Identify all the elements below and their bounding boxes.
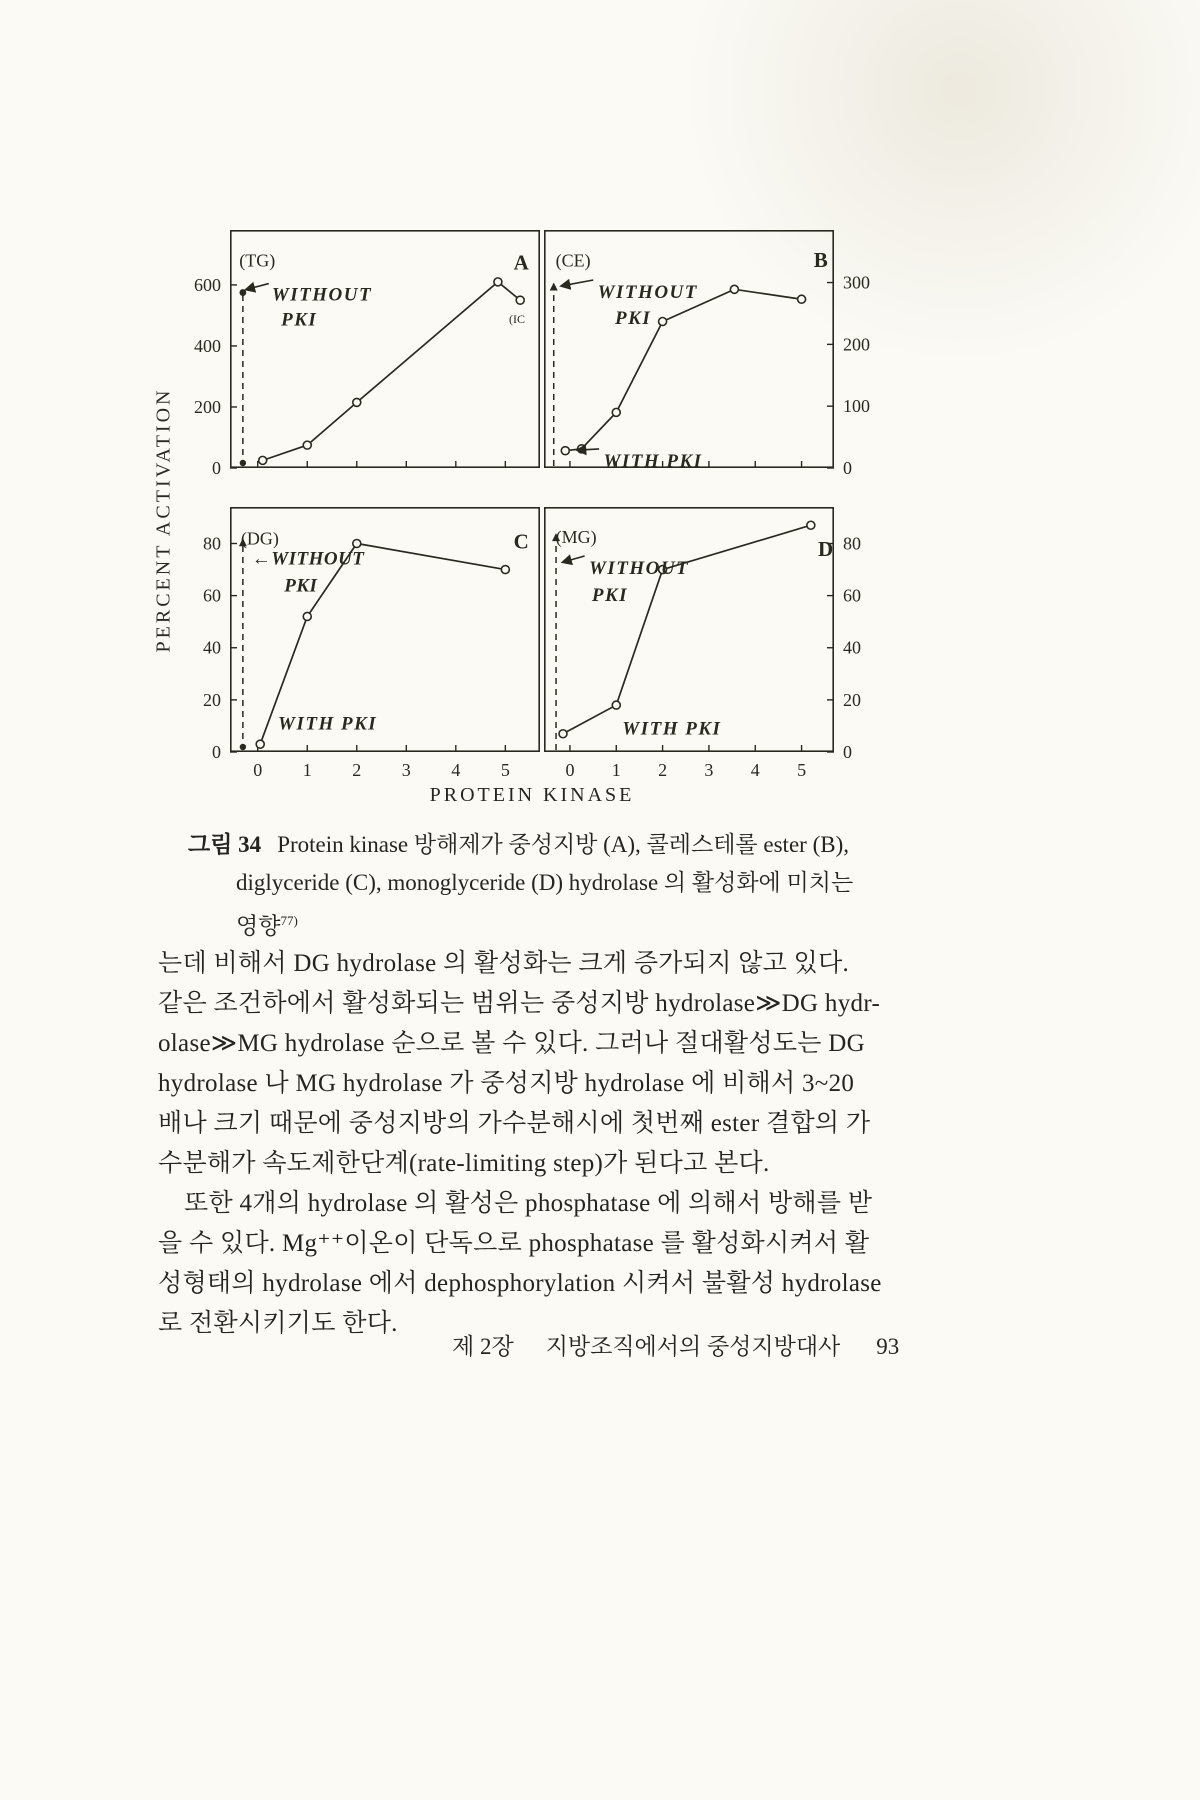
- page-footer: [452, 1328, 899, 1361]
- data-point: [561, 447, 569, 455]
- chart-border: [231, 231, 539, 467]
- dashed-top-dot: [239, 289, 246, 296]
- body-line-8: 을 수 있다. Mg⁺⁺이온이 단독으로 phosphatase 를 활성화시켜서 활: [158, 1230, 870, 1257]
- panel-letter: B: [813, 247, 828, 272]
- data-point: [256, 740, 264, 748]
- y-tick-label: 0: [843, 458, 852, 478]
- data-point: [730, 285, 738, 293]
- chart-c-svg: [203, 507, 540, 780]
- annotation-text: WITHOUT: [597, 281, 698, 303]
- body-line-4: hydrolase 나 MG hydrolase 가 중성지방 hydrolase 에 비해서 3~20: [158, 1070, 855, 1097]
- data-point: [798, 295, 806, 303]
- annotation-text: PKI: [615, 308, 652, 330]
- x-tick-label: 0: [565, 760, 575, 780]
- dashed-base-dot: [240, 460, 246, 466]
- data-point: [807, 521, 815, 529]
- annotation-text: WITHOUT: [271, 284, 373, 306]
- series-line: [563, 525, 811, 734]
- data-point: [353, 398, 361, 406]
- chart-panel-ce: [544, 230, 870, 478]
- annotation-text: WITH PKI: [603, 450, 703, 472]
- annotation-text: PKI: [591, 585, 629, 607]
- body-line-6: 수분해가 속도제한단계(rate-limiting step)가 된다고 본다.: [158, 1150, 770, 1177]
- x-tick-label: 4: [451, 760, 461, 780]
- body-text: [158, 944, 1058, 1344]
- y-tick-label: 0: [843, 742, 852, 762]
- chart-panel-dg: [203, 507, 540, 780]
- body-line-7: 또한 4개의 hydrolase 의 활성은 phosphatase 에 의해서 방해를 받: [184, 1190, 873, 1217]
- chart-a-svg: [194, 230, 540, 478]
- annotation-text: (IC: [509, 311, 525, 326]
- panel-tag: (DG): [240, 528, 279, 549]
- panel-letter: A: [513, 250, 529, 275]
- panel-tag: (CE): [555, 250, 591, 271]
- caption-text-1: Protein kinase 방해제가 중성지방 (A), 콜레스테롤 ester (B),: [277, 832, 849, 857]
- x-tick-label: 3: [704, 760, 714, 780]
- caption-text-3: 영향: [236, 913, 281, 939]
- data-point: [612, 408, 620, 416]
- annotation-text: WITH PKI: [278, 713, 378, 735]
- annotation-text: WITH PKI: [622, 718, 722, 740]
- y-tick-label: 60: [203, 585, 221, 606]
- annotation-arrow: [246, 284, 269, 290]
- x-tick-label: 1: [611, 760, 621, 780]
- y-tick-label: 20: [203, 689, 221, 710]
- page-number: 93: [876, 1334, 900, 1359]
- caption-line-1: [188, 826, 898, 864]
- y-tick-label: 0: [212, 458, 221, 478]
- data-point: [612, 701, 620, 709]
- body-line-9: 성형태의 hydrolase 에서 dephosphorylation 시켜서 불활성 hydrolase: [158, 1270, 882, 1297]
- body-line-2: 같은 조건하에서 활성화되는 범위는 중성지방 hydrolase≫DG hydr-: [158, 990, 881, 1017]
- x-tick-label: 1: [302, 760, 312, 780]
- chapter-label: 제 2장: [452, 1334, 514, 1359]
- x-tick-label: 3: [401, 760, 411, 780]
- data-point: [578, 445, 586, 453]
- figure-number: 그림 34: [188, 832, 262, 857]
- data-point: [353, 539, 361, 547]
- panel-tag: (TG): [239, 250, 276, 271]
- data-point: [659, 317, 667, 325]
- panel-tag: (MG): [555, 527, 597, 548]
- x-axis-label: PROTEIN KINASE: [429, 784, 635, 806]
- chart-d-svg: [544, 507, 861, 780]
- figure-caption: [188, 826, 898, 946]
- annotation-text: ←WITHOUT: [251, 548, 365, 570]
- annotation-text: PKI: [281, 309, 318, 331]
- annotation-text: PKI: [284, 575, 318, 597]
- data-point: [303, 441, 311, 449]
- y-axis-label: PERCENT ACTIVATION: [152, 387, 175, 653]
- y-tick-label: 300: [843, 272, 870, 293]
- panel-letter: D: [818, 536, 834, 561]
- y-tick-label: 40: [843, 637, 861, 658]
- annotation-arrow: [561, 280, 593, 286]
- data-point: [303, 612, 311, 620]
- body-line-1: 는데 비해서 DG hydrolase 의 활성화는 크게 증가되지 않고 있다.: [158, 950, 850, 977]
- chart-panel-mg: [544, 507, 861, 780]
- x-tick-label: 4: [750, 760, 760, 780]
- annotation-arrow: [563, 556, 585, 562]
- body-line-5: 배나 크기 때문에 중성지방의 가수분해시에 첫번째 ester 결합의 가: [158, 1110, 871, 1137]
- y-tick-label: 20: [843, 689, 861, 710]
- data-point: [494, 278, 502, 286]
- chart-b-svg: [544, 230, 870, 478]
- dashed-top-arrow: [550, 283, 558, 291]
- running-title: 지방조직에서의 중성지방대사: [545, 1334, 841, 1359]
- y-tick-label: 0: [212, 742, 221, 762]
- panel-letter: C: [513, 529, 529, 554]
- y-tick-label: 200: [194, 396, 221, 417]
- body-line-3: olase≫MG hydrolase 순으로 볼 수 있다. 그러나 절대활성도는 DG: [158, 1030, 865, 1057]
- y-tick-label: 100: [843, 396, 870, 417]
- x-tick-label: 5: [797, 760, 807, 780]
- y-tick-label: 40: [203, 637, 221, 658]
- data-point: [559, 730, 567, 738]
- series-line: [565, 289, 801, 450]
- y-tick-label: 80: [843, 533, 861, 554]
- chart-panel-tg: [194, 230, 540, 478]
- footnote-ref: 77): [280, 913, 298, 928]
- data-point: [501, 566, 509, 574]
- body-line-10: 로 전환시키기도 한다.: [158, 1310, 398, 1337]
- data-point: [516, 296, 524, 304]
- data-point: [259, 456, 267, 464]
- y-tick-label: 60: [843, 585, 861, 606]
- dashed-base-dot: [240, 744, 246, 750]
- y-tick-label: 200: [843, 334, 870, 355]
- x-tick-label: 2: [658, 760, 668, 780]
- x-tick-label: 0: [253, 760, 263, 780]
- caption-line-2: diglyceride (C), monoglyceride (D) hydrolase 의 활성화에 미치는: [236, 870, 854, 895]
- caption-line-3: [188, 902, 898, 946]
- x-tick-label: 2: [352, 760, 362, 780]
- x-tick-label: 5: [500, 760, 510, 780]
- y-tick-label: 80: [203, 533, 221, 554]
- y-tick-label: 600: [194, 274, 221, 295]
- annotation-text: WITHOUT: [588, 558, 690, 580]
- y-tick-label: 400: [194, 335, 221, 356]
